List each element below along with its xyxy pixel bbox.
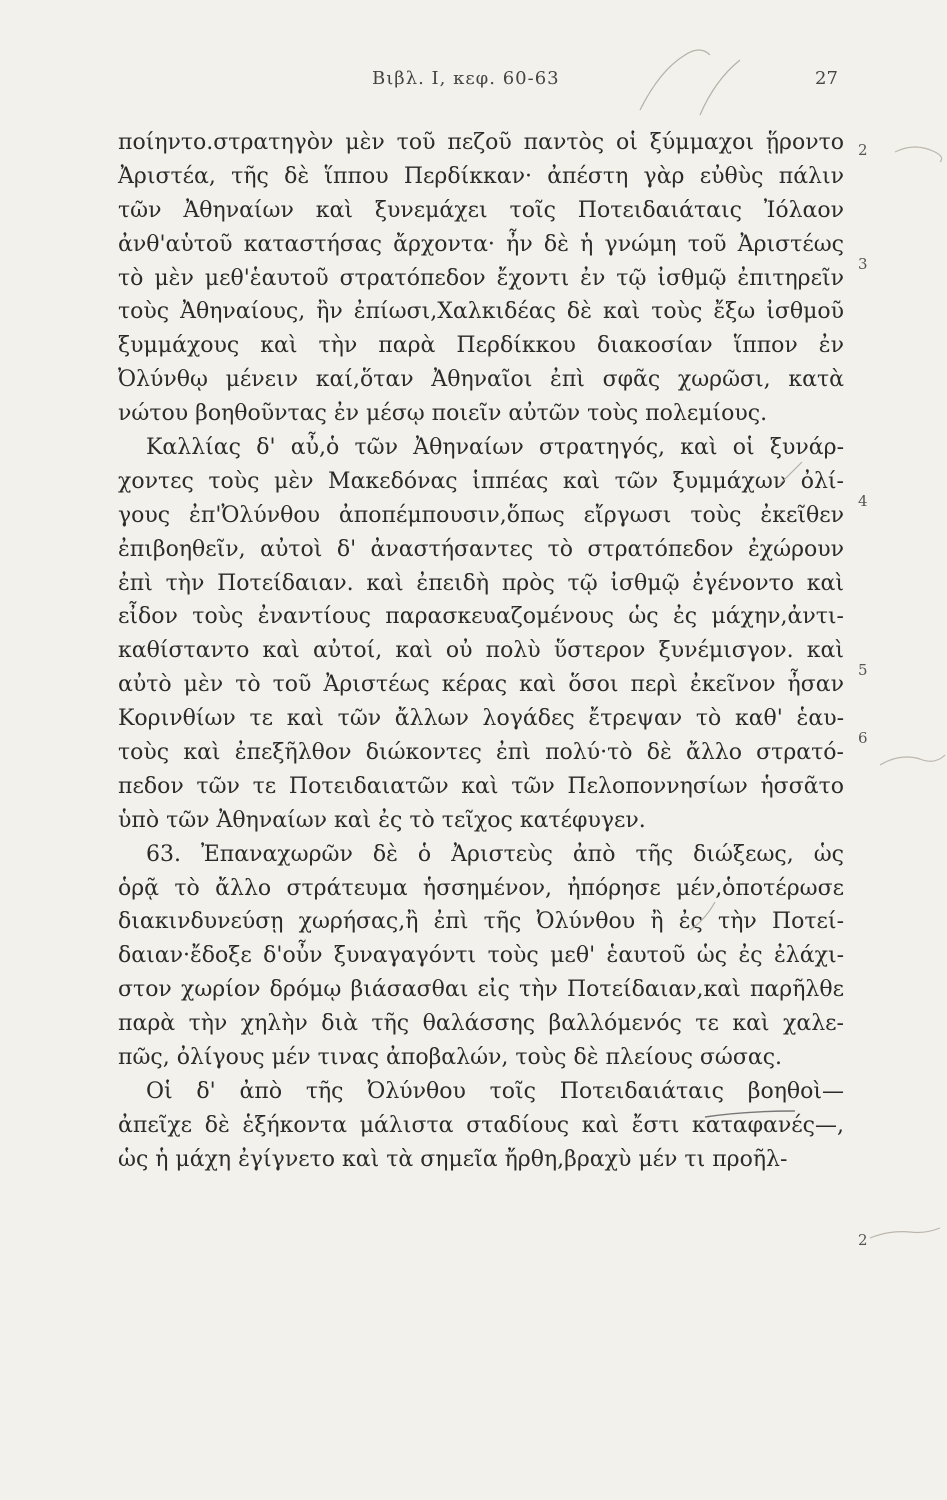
text-line: πῶς, ὀλίγους μέν τινας ἀποβαλών, τοὺς δὲ πλείους σώσας. bbox=[118, 1045, 783, 1071]
text-line: ποίηντο.στρατηγὸν μὲν τοῦ πεζοῦ παντὸς οἱ ξύμμαχοι ᾕροντο bbox=[118, 130, 844, 155]
text-line: ἀπεῖχε δὲ ἑξήκοντα μάλιστα σταδίους καὶ ἔστι καταφανές—, bbox=[118, 1112, 844, 1138]
text-line: ὁρᾷ τὸ ἄλλο στράτευμα ἡσσημένον, ἠπόρησε μέν,ὁποτέρωσε bbox=[118, 875, 844, 901]
text-line: γους ἐπ'Ὀλύνθου ἀποπέμπουσιν,ὅπως εἴργωσι τοὺς ἐκεῖθεν bbox=[118, 502, 844, 528]
text-line: Ἀριστέα, τῆς δὲ ἵππου Περδίκκαν· ἀπέστη γὰρ εὐθὺς πάλιν bbox=[118, 163, 844, 189]
margin-section-number: 3 bbox=[858, 255, 868, 273]
margin-section-number: 2 bbox=[858, 1231, 868, 1249]
margin-section-number: 6 bbox=[858, 729, 868, 747]
text-line: καθίσταντο καὶ αὐτοί, καὶ οὐ πολὺ ὕστερον ξυνέμισγον. καὶ bbox=[118, 638, 844, 664]
text-line: ὑπὸ τῶν Ἀθηναίων καὶ ἐς τὸ τεῖχος κατέφυγεν. bbox=[118, 807, 646, 833]
running-head: Βιβλ. Ι, κεφ. 60-63 bbox=[372, 68, 560, 89]
text-line: ἐπὶ τὴν Ποτείδαιαν. καὶ ἐπειδὴ πρὸς τῷ ἰσθμῷ ἐγένοντο καὶ bbox=[118, 570, 844, 596]
margin-section-number: 4 bbox=[858, 492, 868, 510]
text-line: τῶν Ἀθηναίων καὶ ξυνεμάχει τοῖς Ποτειδαιάταις Ἰόλαον bbox=[118, 197, 844, 223]
main-text bbox=[118, 126, 844, 1177]
text-line: ὡς ἡ μάχη ἐγίγνετο καὶ τὰ σημεῖα ἤρθη,βραχὺ μέν τι προῆλ- bbox=[118, 1146, 788, 1172]
page-header bbox=[0, 68, 947, 98]
text-line: τοὺς Ἀθηναίους, ἢν ἐπίωσι,Χαλκιδέας δὲ καὶ τοὺς ἔξω ἰσθμοῦ bbox=[118, 299, 844, 325]
text-line: αὐτὸ μὲν τὸ τοῦ Ἀριστέως κέρας καὶ ὅσοι περὶ ἐκεῖνον ἦσαν bbox=[118, 672, 844, 698]
text-line: νώτου βοηθοῦντας ἐν μέσῳ ποιεῖν αὐτῶν τοὺς πολεμίους. bbox=[118, 401, 768, 427]
margin-section-number: 5 bbox=[858, 661, 868, 679]
text-line: διακινδυνεύσῃ χωρήσας,ἢ ἐπὶ τῆς Ὀλύνθου ἢ ἐς τὴν Ποτεί- bbox=[118, 909, 844, 935]
text-line: Ὀλύνθῳ μένειν καί,ὅταν Ἀθηναῖοι ἐπὶ σφᾶς χωρῶσι, κατὰ bbox=[118, 367, 844, 393]
text-line: παρὰ τὴν χηλὴν διὰ τῆς θαλάσσης βαλλόμενός τε καὶ χαλε- bbox=[118, 1011, 844, 1037]
text-line: ξυμμάχους καὶ τὴν παρὰ Περδίκκου διακοσίαν ἵππον ἐν bbox=[118, 333, 844, 359]
text-line: χοντες τοὺς μὲν Μακεδόνας ἱππέας καὶ τῶν ξυμμάχων ὀλί- bbox=[118, 468, 844, 494]
text-line: Οἱ δ' ἀπὸ τῆς Ὀλύνθου τοῖς Ποτειδαιάταις βοηθοὶ— bbox=[146, 1078, 844, 1104]
text-line: 63. Ἐπαναχωρῶν δὲ ὁ Ἀριστεὺς ἀπὸ τῆς διώξεως, ὡς bbox=[146, 841, 844, 867]
text-line: ἀνθ'αὑτοῦ καταστήσας ἄρχοντα· ἦν δὲ ἡ γνώμη τοῦ Ἀριστέως bbox=[118, 231, 844, 257]
page-number: 27 bbox=[815, 68, 838, 89]
text-line: εἶδον τοὺς ἐναντίους παρασκευαζομένους ὡς ἐς μάχην,ἀντι- bbox=[118, 604, 844, 630]
text-line: τὸ μὲν μεθ'ἑαυτοῦ στρατόπεδον ἔχοντι ἐν τῷ ἰσθμῷ ἐπιτηρεῖν bbox=[118, 265, 844, 291]
text-line: Καλλίας δ' αὖ,ὁ τῶν Ἀθηναίων στρατηγός, καὶ οἱ ξυνάρ- bbox=[146, 435, 844, 461]
text-line: δαιαν·ἔδοξε δ'οὖν ξυναγαγόντι τοὺς μεθ' ἑαυτοῦ ὡς ἐς ἐλάχι- bbox=[118, 943, 844, 969]
text-line: πεδον τῶν τε Ποτειδαιατῶν καὶ τῶν Πελοποννησίων ἡσσᾶτο bbox=[118, 773, 844, 799]
text-line: στον χωρίον δρόμῳ βιάσασθαι εἰς τὴν Ποτείδαιαν,καὶ παρῆλθε bbox=[118, 977, 844, 1003]
text-line: τοὺς καὶ ἐπεξῆλθον διώκοντες ἐπὶ πολύ·τὸ δὲ ἄλλο στρατό- bbox=[118, 740, 844, 766]
margin-section-number: 2 bbox=[858, 141, 868, 159]
text-line: ἐπιβοηθεῖν, αὐτοὶ δ' ἀναστήσαντες τὸ στρατόπεδον ἐχώρουν bbox=[118, 536, 844, 562]
text-line: Κορινθίων τε καὶ τῶν ἄλλων λογάδες ἔτρεψαν τὸ καθ' ἑαυ- bbox=[118, 706, 844, 732]
